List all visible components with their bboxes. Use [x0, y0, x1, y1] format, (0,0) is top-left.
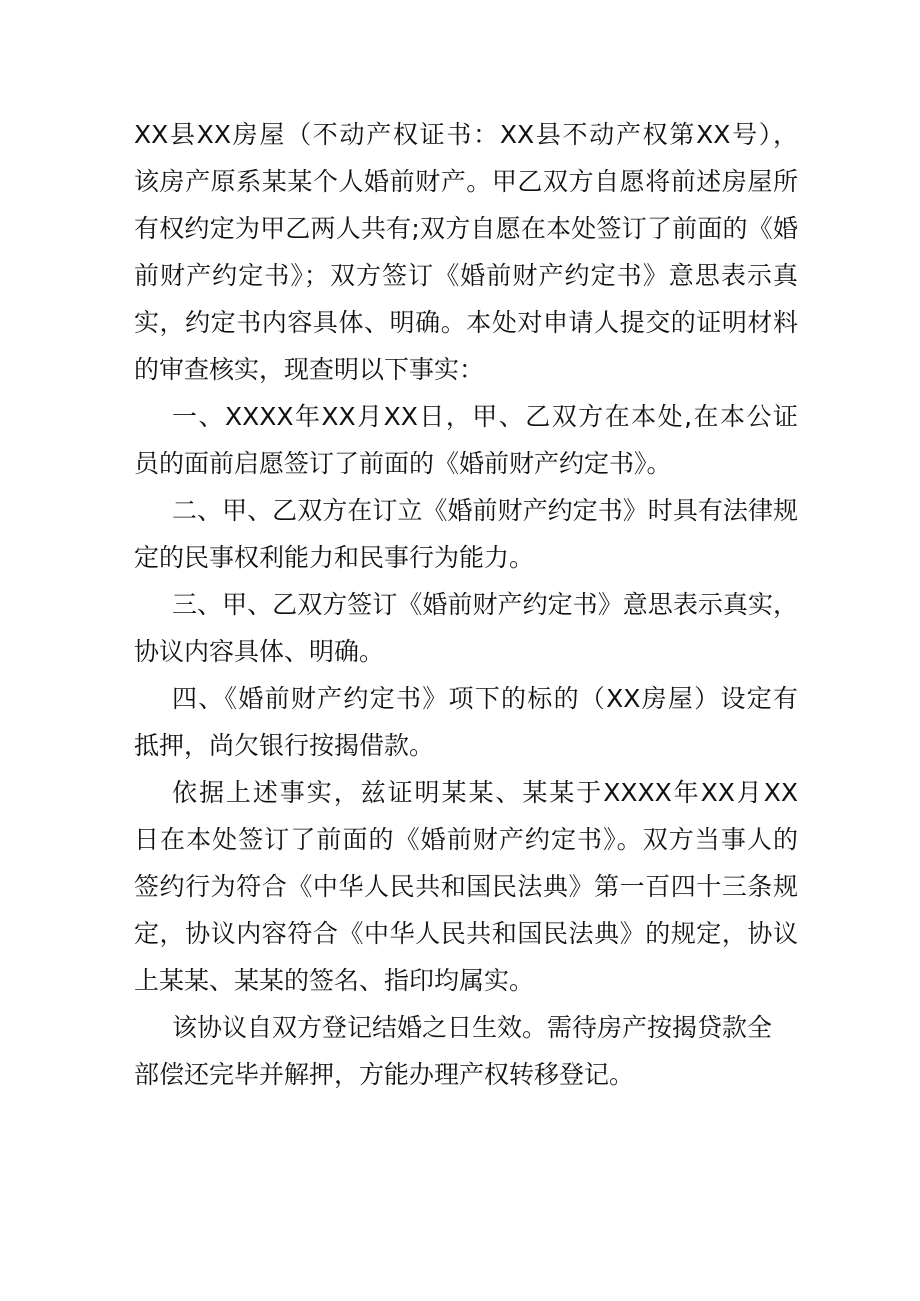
fact-4-line-1: 四、《婚前财产约定书》项下的标的（XX房屋）设定有 — [172, 684, 798, 713]
body-line-1: XX县XX房屋（不动产权证书：XX县不动产权第XX号）， — [134, 120, 798, 149]
fact-3-line-1: 三、甲、乙双方签订《婚前财产约定书》意思表示真实， — [172, 590, 798, 619]
effect-line-1: 该协议自双方登记结婚之日生效。需待房产按揭贷款全 — [172, 1013, 773, 1042]
document-body — [134, 111, 798, 1098]
effect-line-2: 部偿还完毕并解押，方能办理产权转移登记。 — [134, 1060, 635, 1089]
conclusion-line-2: 日在本处签订了前面的《婚前财产约定书》。双方当事人的 — [134, 825, 798, 854]
body-line-2: 该房产原系某某个人婚前财产。甲乙双方自愿将前述房屋所 — [134, 167, 798, 196]
conclusion-line-4: 定，协议内容符合《中华人民共和国民法典》的规定，协议 — [134, 919, 798, 948]
body-line-5: 实，约定书内容具体、明确。本处对申请人提交的证明材料 — [134, 308, 798, 337]
fact-3-line-2: 协议内容具体、明确。 — [134, 637, 385, 666]
body-line-3: 有权约定为甲乙两人共有;双方自愿在本处签订了前面的《婚 — [134, 214, 798, 243]
fact-2-line-2: 定的民事权利能力和民事行为能力。 — [134, 543, 535, 572]
fact-1-line-2: 员的面前启愿签订了前面的《婚前财产约定书》。 — [134, 449, 672, 478]
conclusion-line-1: 依据上述事实，兹证明某某、某某于XXXX年XX月XX — [172, 778, 798, 807]
fact-4-line-2: 抵押，尚欠银行按揭借款。 — [134, 731, 435, 760]
conclusion-line-5: 上某某、某某的签名、指印均属实。 — [134, 966, 535, 995]
conclusion-line-3: 签约行为符合《中华人民共和国民法典》第一百四十三条规 — [134, 872, 798, 901]
body-line-6: 的审查核实，现查明以下事实： — [134, 355, 485, 384]
body-line-4: 前财产约定书》；双方签订《婚前财产约定书》意思表示真 — [134, 261, 798, 290]
fact-2-line-1: 二、甲、乙双方在订立《婚前财产约定书》时具有法律规 — [172, 496, 798, 525]
fact-1-line-1: 一、XXXX年XX月XX日，甲、乙双方在本处,在本公证 — [172, 402, 798, 431]
